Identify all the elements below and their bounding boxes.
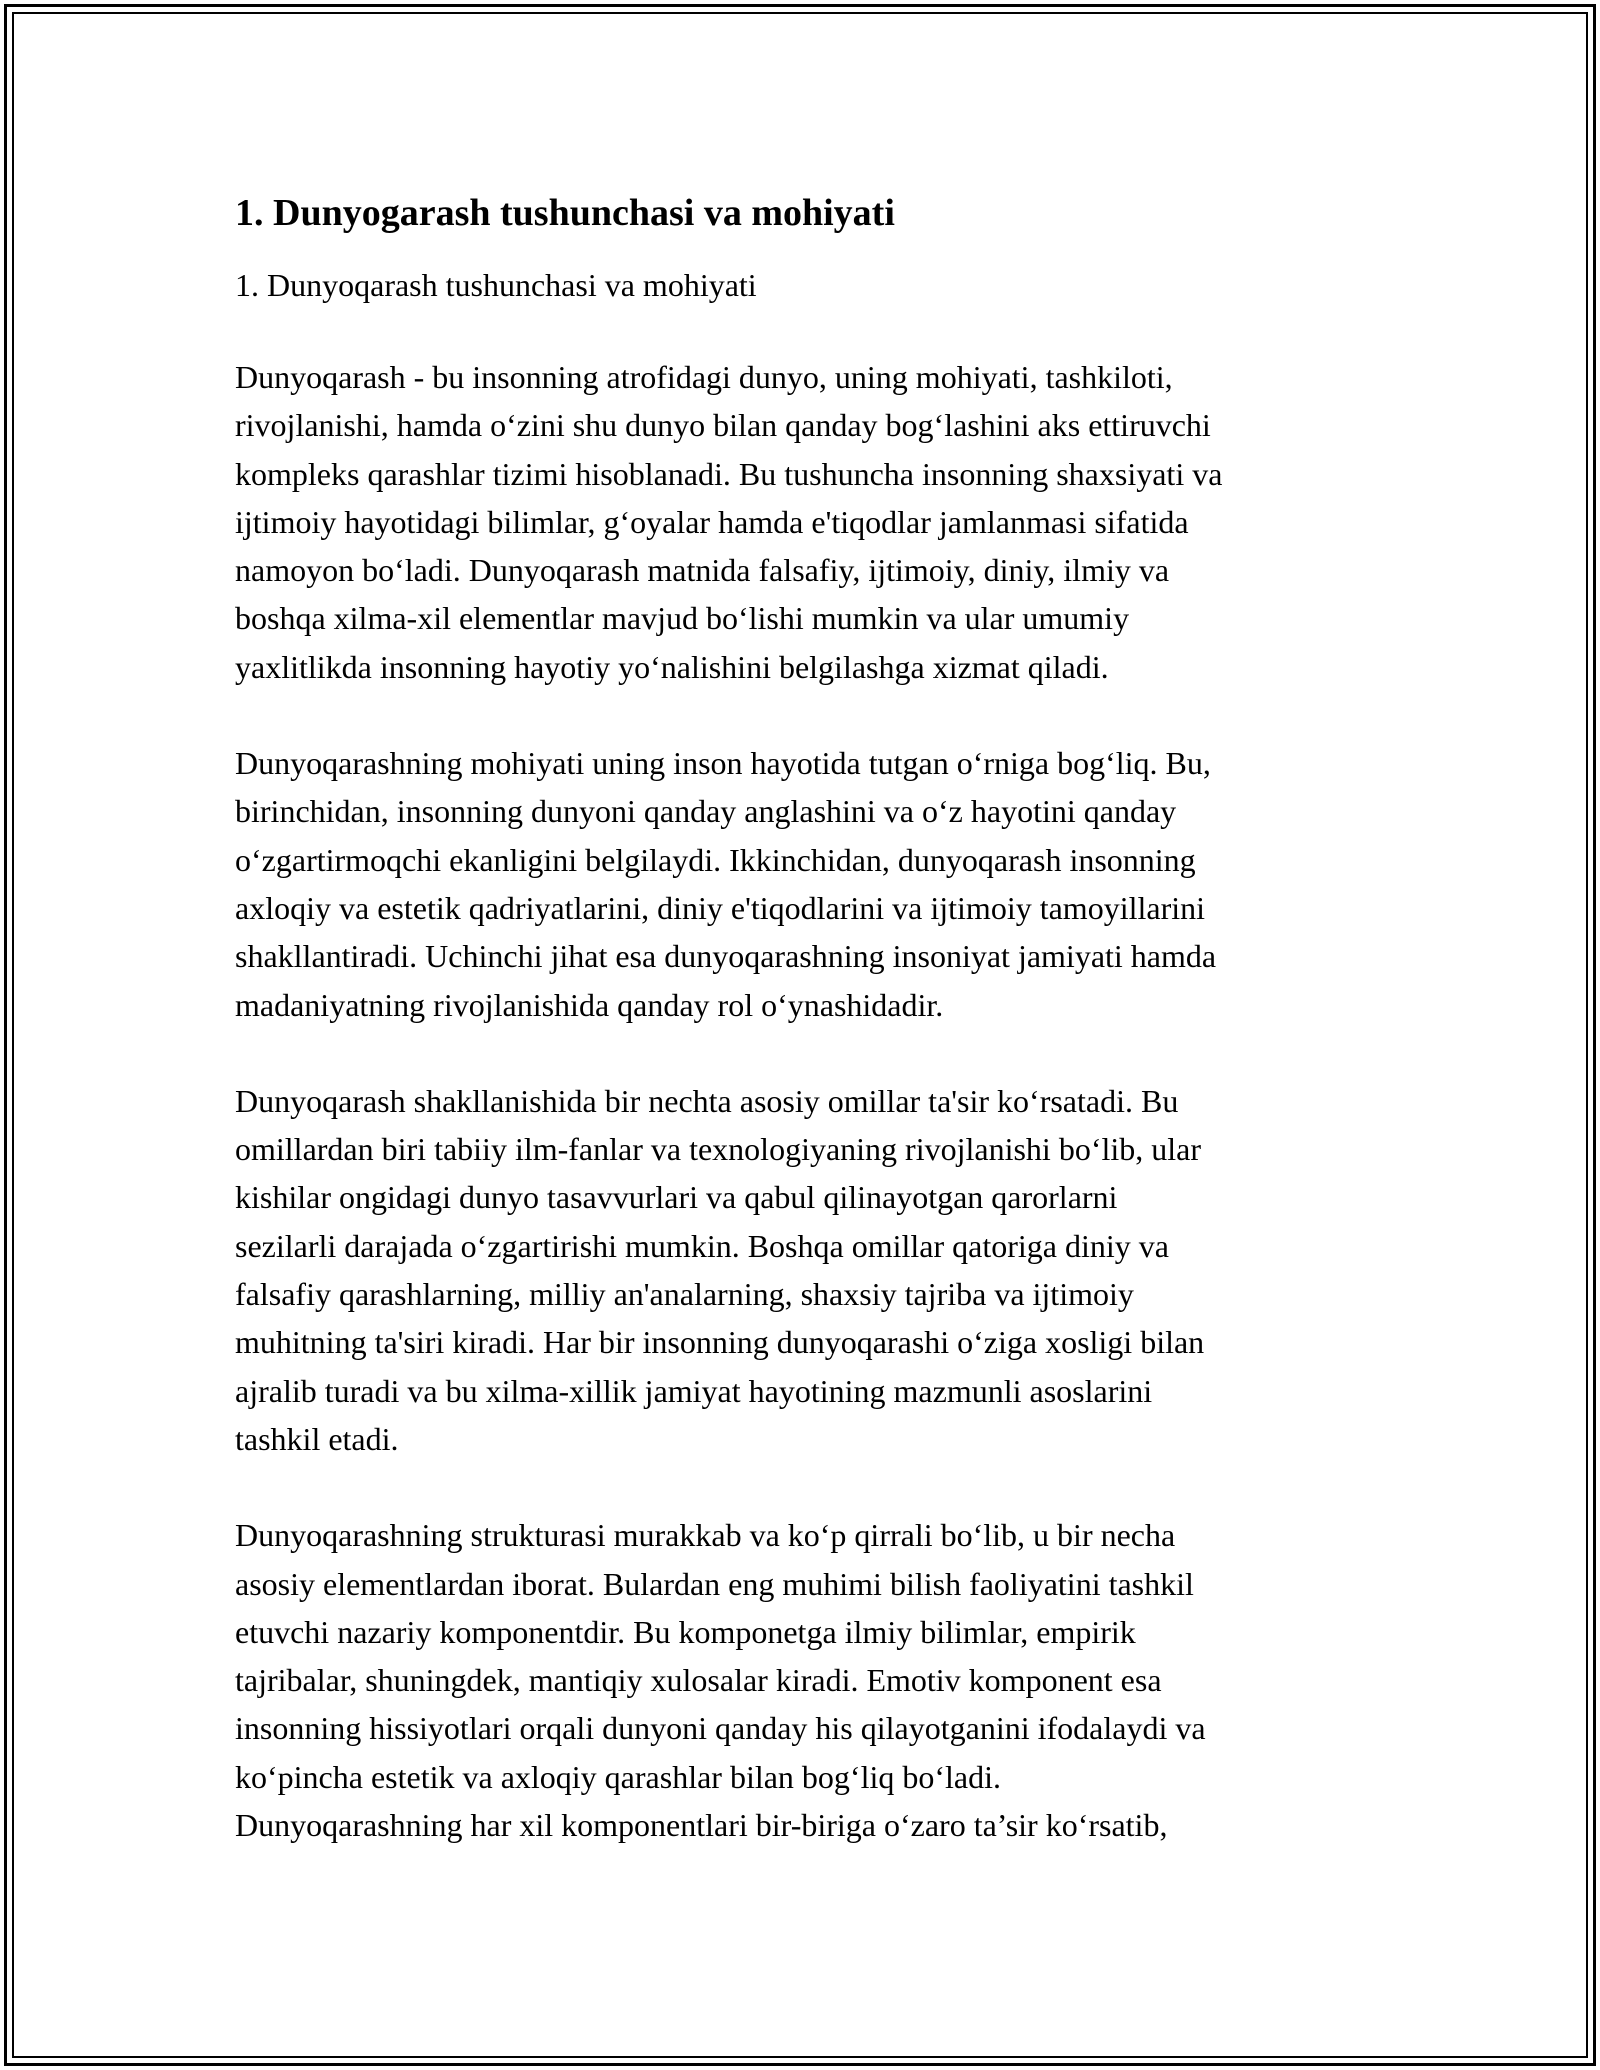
paragraph-4: Dunyoqarashning strukturasi murakkab va koʻp qirrali boʻlib, u bir necha asosiy elementlardan iborat. Bulardan eng muhimi bilish faoliyatini tashkil etuvchi nazariy komponentdir. Bu komponetga ilmiy bilimlar, empirik tajribalar, shuningdek, mantiqiy xulosalar kiradi. Emotiv komponent esa insonning hissiyotlari orqali dunyoni qanday his qilayotganini ifodalaydi va koʻpincha estetik va axloqiy qarashlar bilan bogʻliq boʻladi. Dunyoqarashning har xil komponentlari bir-biriga oʻzaro ta’sir koʻrsatib, <box>235 1517 1206 1844</box>
paragraph-2: Dunyoqarashning mohiyati uning inson hayotida tutgan oʻrniga bogʻliq. Bu, birinchidan, insonning dunyoni qanday anglashini va oʻz hayotini qanday oʻzgartirmoqchi ekanligini belgilaydi. Ikkinchidan, dunyoqarash insonning axloqiy va estetik qadriyatlarini, diniy e'tiqodlarini va ijtimoiy tamoyillarini shakllantiradi. Uchinchi jihat esa dunyoqarashning insoniyat jamiyati hamda madaniyatning rivojlanishida qanday rol oʻynashidadir. <box>235 745 1217 1023</box>
document-title: 1. Dunyogarash tushunchasi va mohiyati <box>235 192 895 234</box>
paragraph-1: Dunyoqarash - bu insonning atrofidagi dunyo, uning mohiyati, tashkiloti, rivojlanishi, hamda oʻzini shu dunyo bilan qanday bogʻlashini aks ettiruvchi kompleks qarashlar tizimi hisoblanadi. Bu tushuncha insonning shaxsiyati va ijtimoiy hayotidagi bilimlar, gʻoyalar hamda e'tiqodlar jamlanmasi sifatida namoyon boʻladi. Dunyoqarash matnida falsafiy, ijtimoiy, diniy, ilmiy va boshqa xilma-xil elementlar mavjud boʻlishi mumkin va ular umumiy yaxlitlikda insonning hayotiy yoʻnalishini belgilashga xizmat qiladi. <box>235 359 1223 685</box>
paragraph-3: Dunyoqarash shakllanishida bir nechta asosiy omillar ta'sir koʻrsatadi. Bu omillardan biri tabiiy ilm-fanlar va texnologiyaning rivojlanishi boʻlib, ular kishilar ongidagi dunyo tasavvurlari va qabul qilinayotgan qarorlarni sezilarli darajada oʻzgartirishi mumkin. Boshqa omillar qatoriga diniy va falsafiy qarashlarning, milliy an'analarning, shaxsiy tajriba va ijtimoiy muhitning ta'siri kiradi. Har bir insonning dunyoqarashi oʻziga xosligi bilan ajralib turadi va bu xilma-xillik jamiyat hayotining mazmunli asoslarini tashkil etadi. <box>235 1082 1205 1457</box>
document-subtitle: 1. Dunyoqarash tushunchasi va mohiyati <box>235 267 757 303</box>
document-body <box>235 185 1385 1897</box>
